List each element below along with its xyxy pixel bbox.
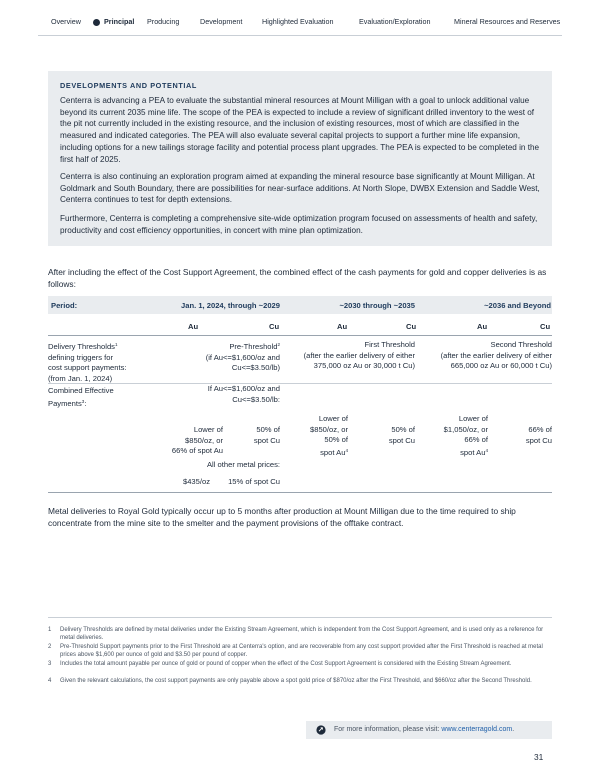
metal-header-au-1: Au xyxy=(188,322,199,331)
metal-header-cu-3: Cu xyxy=(540,322,551,331)
combined-payments-line-2: Payments xyxy=(48,398,82,408)
footnote-text: Delivery Thresholds are defined by metal deliveries under the Existing Stream Agreement, which is independent from the Cost Support Agreement, and is used only as a reference for metal deliveries. xyxy=(60,627,544,642)
intro-text: After including the effect of the Cost Support Agreement, the combined effect of the cash payments for gold and copper deliveries is as follows: xyxy=(48,267,547,289)
footnote-text: Given the relevant calculations, the cost support payments are only payable above a spot gold price of $870/oz after the First Threshold, and $660/oz after the Second Threshold. xyxy=(60,678,532,684)
first-threshold-au-line-2: $850/oz, or xyxy=(310,424,348,434)
delivery-thresholds-label xyxy=(48,340,158,384)
period-label: Period: xyxy=(51,301,78,310)
first-threshold-cu-payment xyxy=(366,425,415,446)
link-icon xyxy=(316,725,326,735)
period-header-3: ~2036 and Beyond xyxy=(484,301,551,310)
second-threshold-au-payment xyxy=(428,414,488,458)
second-threshold-cell xyxy=(418,340,552,372)
footnote-text: Includes the total amount payable per ounce of gold or pound of copper when the effect of the Cost Support Agreement is considered with the Existing Stream Agreement. xyxy=(60,661,512,667)
second-threshold-line-2: 665,000 oz Au or 60,000 t Cu) xyxy=(450,361,552,370)
footnote-ref-2: 2 xyxy=(277,342,280,347)
second-threshold-cu-line-1: 66% of xyxy=(528,425,552,434)
second-threshold-line-1: (after the earlier delivery of either xyxy=(440,350,552,360)
developments-paragraph-2: Centerra is also continuing an exploration program aimed at expanding the mineral resource base significantly at Mount Milligan. At Goldmark and South Boundary, there are possibilities for near-surface additions. At North Slope, DWBX Extension and Saddle West, Centerra continues to test for depth extensions. xyxy=(60,172,540,205)
contact-prompt: For more information, please visit: xyxy=(334,726,440,733)
table-bottom-rule xyxy=(48,492,552,493)
contact-suffix: . xyxy=(512,726,515,733)
period-header-1: Jan. 1, 2024, through ~2029 xyxy=(181,301,280,310)
footnote-number: 1 xyxy=(48,627,52,633)
combined-payments-colon: : xyxy=(84,398,87,408)
first-threshold-cu-line-2: spot Cu xyxy=(388,435,415,445)
first-threshold-au-payment xyxy=(284,414,348,458)
first-threshold-line-1: (after the earlier delivery of either xyxy=(303,350,415,360)
second-threshold-cu-payment xyxy=(502,425,552,446)
pre-threshold-au-payment xyxy=(148,425,223,457)
pre-threshold-cu-payment xyxy=(230,425,280,446)
top-navigation xyxy=(0,0,600,44)
pre-threshold-condition-line-2: Cu<=$3.50/lb: xyxy=(232,394,280,404)
combined-payments-label xyxy=(48,386,158,409)
metal-header-cu-1: Cu xyxy=(269,322,280,331)
pre-threshold-cu-line-1: 50% of xyxy=(256,425,280,434)
nav-producing[interactable]: Producing xyxy=(147,17,180,26)
second-threshold-au-line-2: $1,050/oz, or xyxy=(443,424,488,434)
table-rule xyxy=(48,335,552,336)
first-threshold-title: First Threshold xyxy=(364,340,415,349)
footnote-number: 3 xyxy=(48,661,52,667)
pre-threshold-condition-2: Cu<=$3.50/lb) xyxy=(231,363,280,372)
delivery-thresholds-line-3: cost support payments: xyxy=(48,363,127,372)
first-threshold-au-line-3: 50% of xyxy=(324,435,348,444)
other-prices-label: All other metal prices: xyxy=(206,460,280,469)
footnote-text: Pre-Threshold Support payments prior to the First Threshold are at Centerra's option, and are recoverable from any cost support provided after the First Threshold is reached at metal prices above $1,600 per ounce of gold and $3.50 per pound of copper. xyxy=(60,644,543,659)
active-dot-icon xyxy=(93,19,100,26)
second-threshold-title: Second Threshold xyxy=(490,340,552,349)
delivery-thresholds-line-2: defining triggers for xyxy=(48,352,114,362)
footnotes-divider xyxy=(48,617,552,618)
pre-threshold-cu-line-2: spot Cu xyxy=(253,435,280,445)
first-threshold-au-line-1: Lower of xyxy=(318,414,348,423)
closing-text: Metal deliveries to Royal Gold typically occur up to 5 months after production at Mount Milligan due to the time required to ship concentrate from the mine site to the smelter and the payment provisions of the offtake contract. xyxy=(48,506,516,528)
footnote-ref-1: 1 xyxy=(114,342,118,347)
nav-items xyxy=(0,17,600,31)
period-header-2: ~2030 through ~2035 xyxy=(339,301,415,310)
delivery-thresholds-line-4: (from Jan. 1, 2024) xyxy=(48,373,113,383)
footnote-number: 4 xyxy=(48,678,52,684)
footnote-ref-4: 4 xyxy=(345,447,348,453)
footnote-ref-4: 4 xyxy=(485,447,488,453)
metal-header-cu-2: Cu xyxy=(406,322,417,331)
combined-payments-line-1: Combined Effective xyxy=(48,386,114,395)
nav-overview[interactable]: Overview xyxy=(51,17,81,26)
delivery-thresholds-line-1: Delivery Thresholds xyxy=(48,342,115,351)
first-threshold-cell xyxy=(284,340,415,372)
contact-bar xyxy=(306,721,552,739)
nav-development[interactable]: Development xyxy=(200,17,243,26)
pre-threshold-au-line-1: Lower of xyxy=(193,425,223,434)
pre-threshold-title: Pre-Threshold xyxy=(229,342,278,351)
page-number: 31 xyxy=(534,752,544,762)
second-threshold-au-line-3: 66% of xyxy=(464,435,488,444)
nav-highlighted-evaluation[interactable]: Highlighted Evaluation xyxy=(262,17,334,26)
second-threshold-au-line-4: spot Au xyxy=(460,447,486,457)
metal-header-au-3: Au xyxy=(477,322,488,331)
pre-threshold-au-line-3: 66% of spot Au xyxy=(171,446,223,455)
other-prices-au: $435/oz xyxy=(182,477,210,486)
first-threshold-cu-line-1: 50% of xyxy=(391,425,415,434)
nav-principal[interactable]: Principal xyxy=(104,17,135,26)
first-threshold-line-2: 375,000 oz Au or 30,000 t Cu) xyxy=(313,361,415,370)
developments-paragraph-1: Centerra is advancing a PEA to evaluate the substantial mineral resources at Mount Milligan with a goal to unlock additional value beyond its current 2035 mine life. The scope of the PEA is expected to include a review of significant drilled inventory to the west of the pit not currently included in the existing resource, and the inclusion of existing resources, most of which are classified in the measured and indicated categories. The PEA will also evaluate several capital projects to support a further mine life expansion, including options for a new tailings storage facility and potential process plant upgrades. The PEA is expected to be completed in the first half of 2025. xyxy=(60,96,540,164)
pre-threshold-condition-1: (if Au<=$1,600/oz and xyxy=(205,352,280,362)
pre-threshold-condition-line-1: If Au<=$1,600/oz and xyxy=(207,384,280,393)
developments-panel xyxy=(48,71,552,246)
footnote-number: 2 xyxy=(48,644,52,650)
website-link[interactable]: www.centerragold.com xyxy=(441,726,513,733)
metal-header-au-2: Au xyxy=(337,322,348,331)
footnote-ref-3: 3 xyxy=(81,398,85,404)
developments-paragraph-3: Furthermore, Centerra is completing a comprehensive site-wide optimization program focused on assessments of health and safety, productivity and cost efficiency opportunities, in concert with mine plan optimization. xyxy=(60,214,538,235)
second-threshold-cu-line-2: spot Cu xyxy=(525,435,552,445)
pre-threshold-condition xyxy=(158,384,280,405)
nav-evaluation-exploration[interactable]: Evaluation/Exploration xyxy=(359,17,431,26)
developments-title: DEVELOPMENTS AND POTENTIAL xyxy=(60,81,197,90)
nav-divider xyxy=(38,35,562,36)
contact-text xyxy=(334,726,514,733)
first-threshold-au-line-4: spot Au xyxy=(320,447,346,457)
second-threshold-au-line-1: Lower of xyxy=(458,414,488,423)
table-rule xyxy=(48,383,552,384)
nav-mineral-resources[interactable]: Mineral Resources and Reserves xyxy=(454,17,561,26)
pre-threshold-au-line-2: $850/oz, or xyxy=(185,435,223,445)
pre-threshold-cell xyxy=(158,340,280,374)
other-prices-cu: 15% of spot Cu xyxy=(228,477,280,486)
table-header-row xyxy=(48,296,552,314)
